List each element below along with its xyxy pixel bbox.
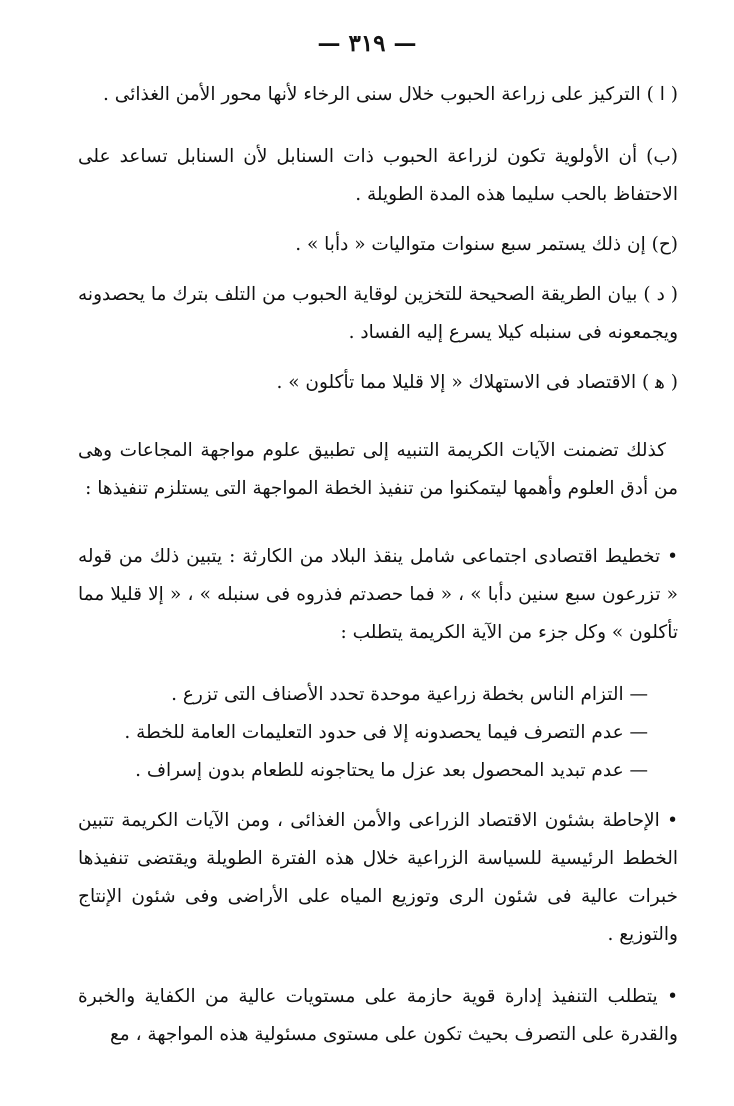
paragraph-point-d: ( د ) بيان الطريقة الصحيحة للتخزين لوقاية الحبوب من التلف بترك ما يحصدونه ويجمعونه فى سنبله كيلا يسرع إليه الفساد .: [78, 284, 678, 343]
paragraph-point-b: (ب) أن الأولوية تكون لزراعة الحبوب ذات السنابل لأن السنابل تساعد على الاحتفاظ بالحب سليما هذه المدة الطويلة .: [78, 146, 678, 205]
paragraph-point-c: (ح) إن ذلك يستمر سبع سنوات متواليات « دأبا » .: [295, 234, 678, 255]
paragraph-bullet-administration: • يتطلب التنفيذ إدارة قوية حازمة على مستويات عالية من الكفاية والخبرة والقدرة على التصرف بحيث تكون على مستوى مسئولية هذه المواجهة ، مع: [78, 986, 678, 1045]
page-number: — ٣١٩ —: [317, 30, 417, 57]
paragraph-point-a: ( ا ) التركيز على زراعة الحبوب خلال سنى الرخاء لأنها محور الأمن الغذائى .: [103, 84, 678, 105]
paragraph-bullet-economics: • الإحاطة بشئون الاقتصاد الزراعى والأمن الغذائى ، ومن الآيات الكريمة تتبين الخطط الرئيسية للسياسة الزراعية خلال هذه الفترة الطويلة ويقتضى تنفيذها خبرات عالية فى شئون الرى وتوزيع المياه على الأراضى وفى شئون الإنتاج والتوزيع .: [78, 810, 678, 945]
paragraph-bullet-planning: • تخطيط اقتصادى اجتماعى شامل ينقذ البلاد من الكارثة : يتبين ذلك من قوله « تزرعون سبع سنين دأبا » ، « فما حصدتم فذروه فى سنبله » ، « إلا قليلا مما تأكلون » وكل جزء من الآية الكريمة يتطلب :: [78, 546, 678, 643]
dash-item-no-waste: — عدم تبديد المحصول بعد عزل ما يحتاجونه للطعام بدون إسراف .: [135, 760, 648, 781]
paragraph-intro: كذلك تضمنت الآيات الكريمة التنبيه إلى تطبيق علوم مواجهة المجاعات وهى من أدق العلوم وأهمها ليتمكنوا من تنفيذ الخطة المواجهة التى يستلزم تنفيذها :: [78, 440, 678, 499]
paragraph-point-e: ( ﻫ ) الاقتصاد فى الاستهلاك « إلا قليلا مما تأكلون » .: [276, 372, 678, 393]
page-body: [78, 76, 678, 1054]
dash-item-unified-plan: — التزام الناس بخطة زراعية موحدة تحدد الأصناف التى تزرع .: [171, 684, 648, 705]
dash-item-harvest-rules: — عدم التصرف فيما يحصدونه إلا فى حدود التعليمات العامة للخطة .: [124, 722, 648, 743]
